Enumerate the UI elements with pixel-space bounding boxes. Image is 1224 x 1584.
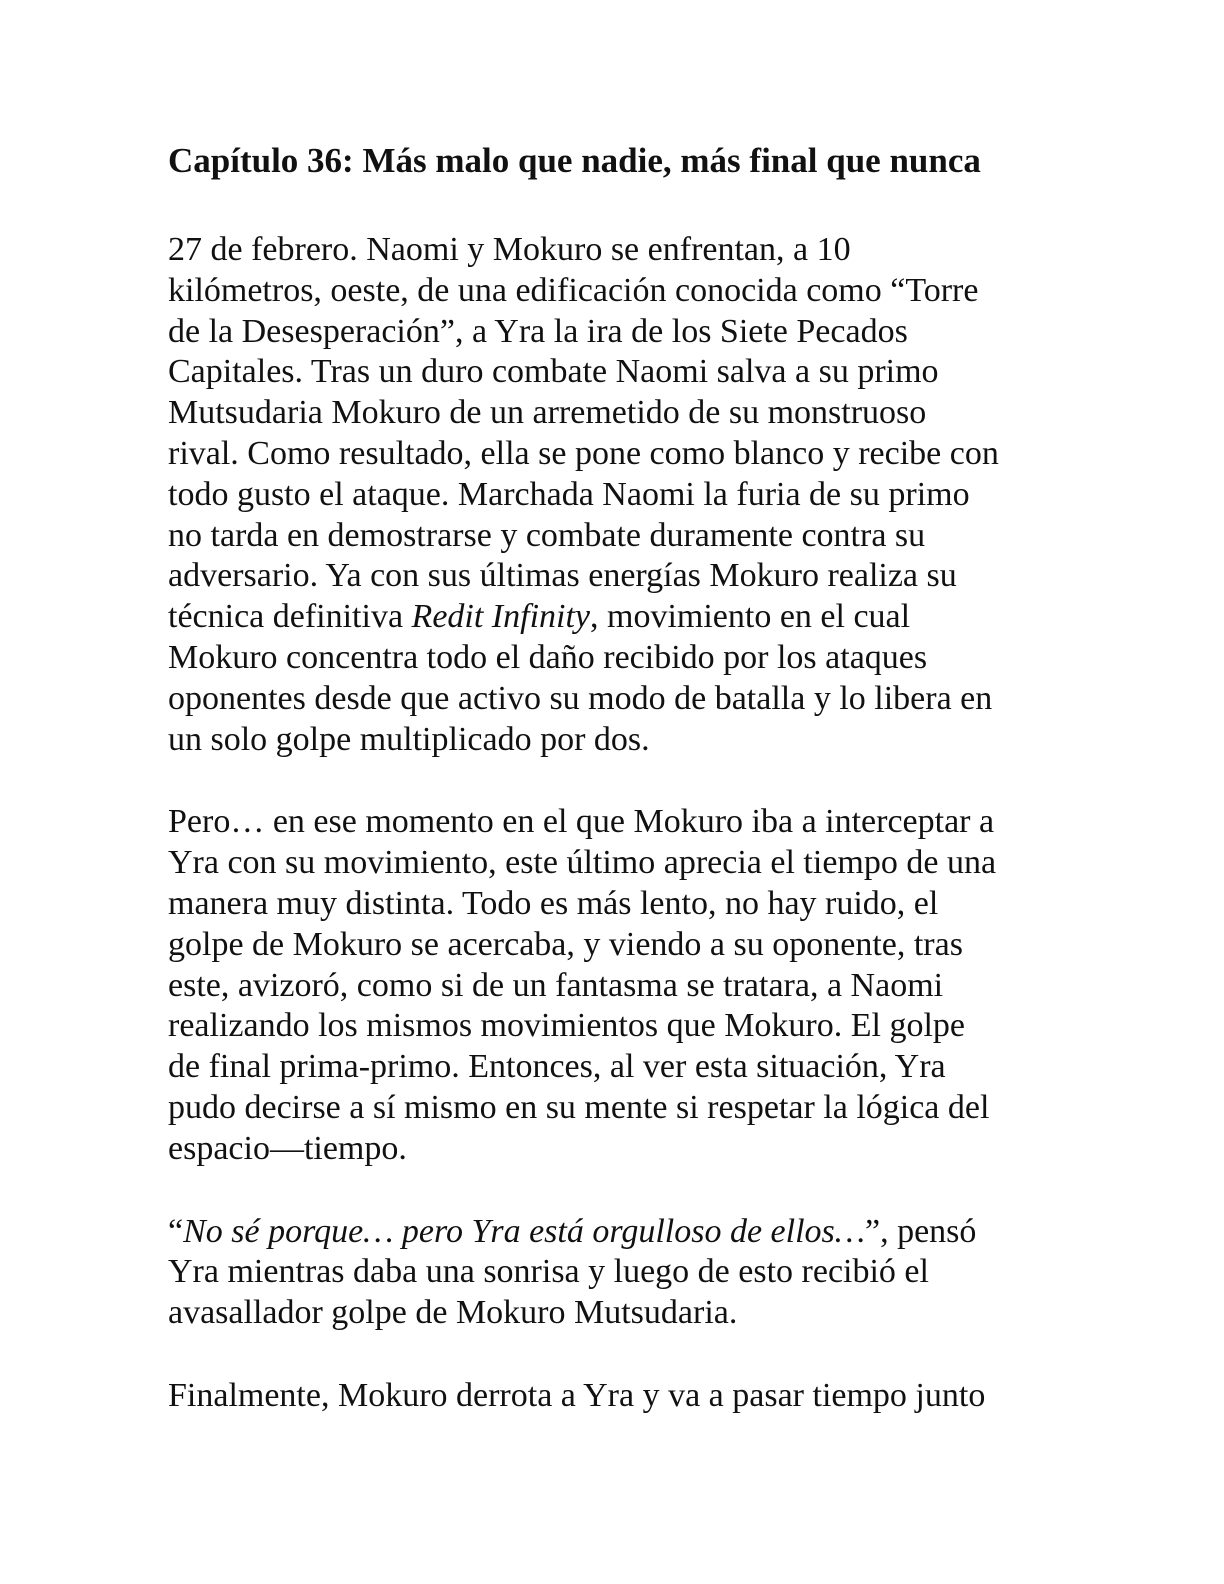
text-run: ”, pensó bbox=[865, 1212, 977, 1250]
text-line: adversario. Ya con sus últimas energías Mokuro realiza su bbox=[168, 557, 957, 595]
text-run: , movimiento en el cual bbox=[590, 598, 911, 636]
text-line: Mokuro concentra todo el daño recibido por los ataques bbox=[168, 638, 928, 676]
text-line: Capitales. Tras un duro combate Naomi salva a su primo bbox=[168, 353, 939, 391]
quoted-thought: No sé porque… pero Yra está orgulloso de ellos… bbox=[183, 1212, 865, 1250]
chapter-title: Capítulo 36: Más malo que nadie, más final que nunca bbox=[168, 141, 981, 180]
text-line bbox=[168, 597, 1048, 638]
paragraph-2 bbox=[168, 802, 1048, 1169]
text-line: todo gusto el ataque. Marchada Naomi la furia de su primo bbox=[168, 475, 970, 513]
paragraph-3 bbox=[168, 1212, 1048, 1334]
paragraph-1 bbox=[168, 230, 1048, 760]
technique-name: Redit Infinity bbox=[411, 598, 590, 636]
text-line: oponentes desde que activo su modo de batalla y lo libera en bbox=[168, 679, 993, 717]
document-page bbox=[168, 136, 1048, 1459]
paragraph-4 bbox=[168, 1376, 1048, 1417]
text-line: no tarda en demostrarse y combate duramente contra su bbox=[168, 516, 926, 554]
text-line: Pero… en ese momento en el que Mokuro iba a interceptar a bbox=[168, 803, 995, 841]
text-line: Yra con su movimiento, este último aprecia el tiempo de una bbox=[168, 844, 997, 882]
text-line: 27 de febrero. Naomi y Mokuro se enfrentan, a 10 bbox=[168, 231, 851, 268]
text-line: pudo decirse a sí mismo en su mente si respetar la lógica del bbox=[168, 1088, 990, 1126]
text-line bbox=[168, 1212, 1048, 1253]
text-line: rival. Como resultado, ella se pone como blanco y recibe con bbox=[168, 434, 999, 472]
text-line: realizando los mismos movimientos que Mokuro. El golpe bbox=[168, 1007, 966, 1045]
text-line: un solo golpe multiplicado por dos. bbox=[168, 720, 650, 758]
open-quote: “ bbox=[168, 1212, 184, 1250]
text-line: golpe de Mokuro se acercaba, y viendo a su oponente, tras bbox=[168, 925, 963, 963]
text-line: avasallador golpe de Mokuro Mutsudaria. bbox=[168, 1294, 738, 1332]
text-run: técnica definitiva bbox=[168, 598, 412, 636]
text-line: de la Desesperación”, a Yra la ira de los Siete Pecados bbox=[168, 312, 908, 350]
text-line: Mutsudaria Mokuro de un arremetido de su monstruoso bbox=[168, 394, 927, 432]
text-line: de final prima-primo. Entonces, al ver esta situación, Yra bbox=[168, 1048, 946, 1086]
text-line: Yra mientras daba una sonrisa y luego de esto recibió el bbox=[168, 1253, 929, 1291]
text-line: manera muy distinta. Todo es más lento, no hay ruido, el bbox=[168, 884, 939, 922]
text-line: espacio—tiempo. bbox=[168, 1129, 407, 1167]
text-line: Finalmente, Mokuro derrota a Yra y va a pasar tiempo junto bbox=[168, 1376, 986, 1414]
text-line: este, avizoró, como si de un fantasma se tratara, a Naomi bbox=[168, 966, 944, 1004]
text-line: kilómetros, oeste, de una edificación conocida como “Torre bbox=[168, 271, 979, 309]
